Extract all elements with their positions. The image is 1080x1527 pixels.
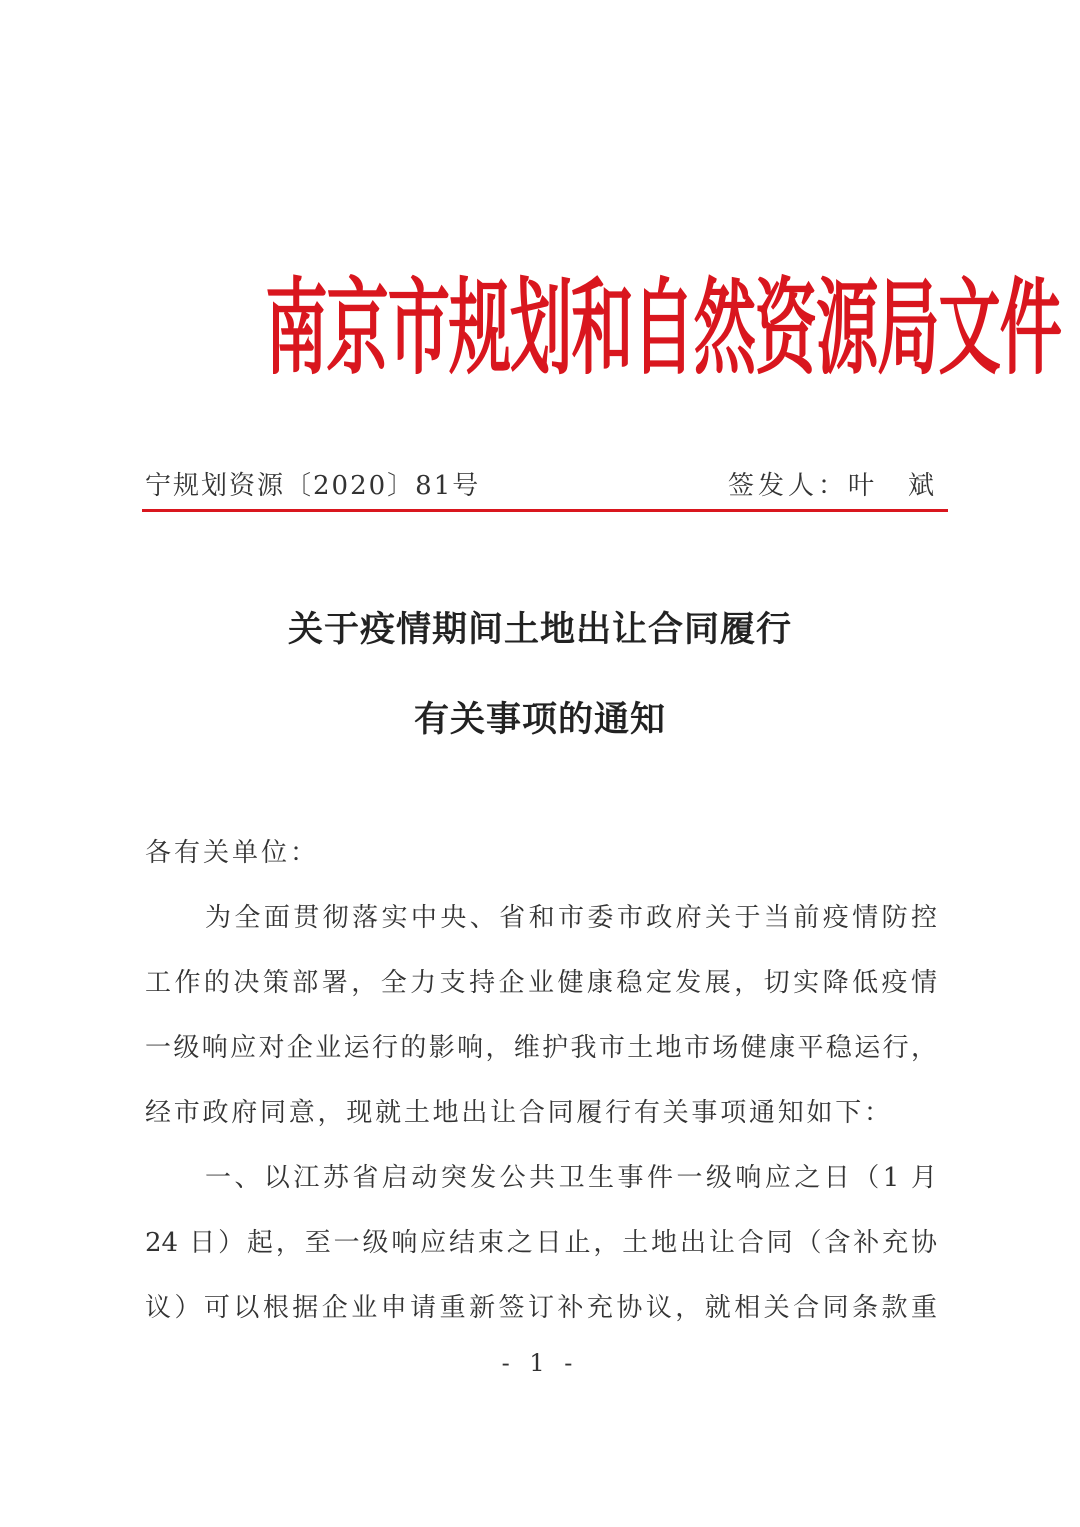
body-line: 一级响应对企业运行的影响，维护我市土地市场健康平稳运行， (145, 1033, 937, 1063)
body-line: 工作的决策部署，全力支持企业健康稳定发展，切实降低疫情 (145, 968, 937, 998)
masthead-title: 南京市规划和自然资源局文件 (265, 267, 1061, 389)
salutation: 各有关单位： (145, 838, 320, 868)
body-line: 经市政府同意，现就土地出让合同履行有关事项通知如下： (145, 1098, 890, 1128)
document-masthead (0, 268, 1080, 388)
body-line: 一、以江苏省启动突发公共卫生事件一级响应之日（1 月 (205, 1163, 937, 1193)
document-number: 宁规划资源〔2020〕81号 (145, 471, 481, 501)
document-title-line-2: 有关事项的通知 (413, 699, 666, 740)
body-line: 24 日）起，至一级响应结束之日止，土地出让合同（含补充协 (145, 1228, 937, 1258)
body-line: 议）可以根据企业申请重新签订补充协议，就相关合同条款重 (145, 1293, 937, 1323)
document-title-line-1: 关于疫情期间土地出让合同履行 (287, 609, 792, 650)
red-divider (142, 509, 948, 512)
page-number: - 1 - (501, 1349, 579, 1377)
body-line: 为全面贯彻落实中央、省和市委市政府关于当前疫情防控 (205, 903, 937, 933)
signer: 签发人：叶 斌 (727, 471, 938, 501)
